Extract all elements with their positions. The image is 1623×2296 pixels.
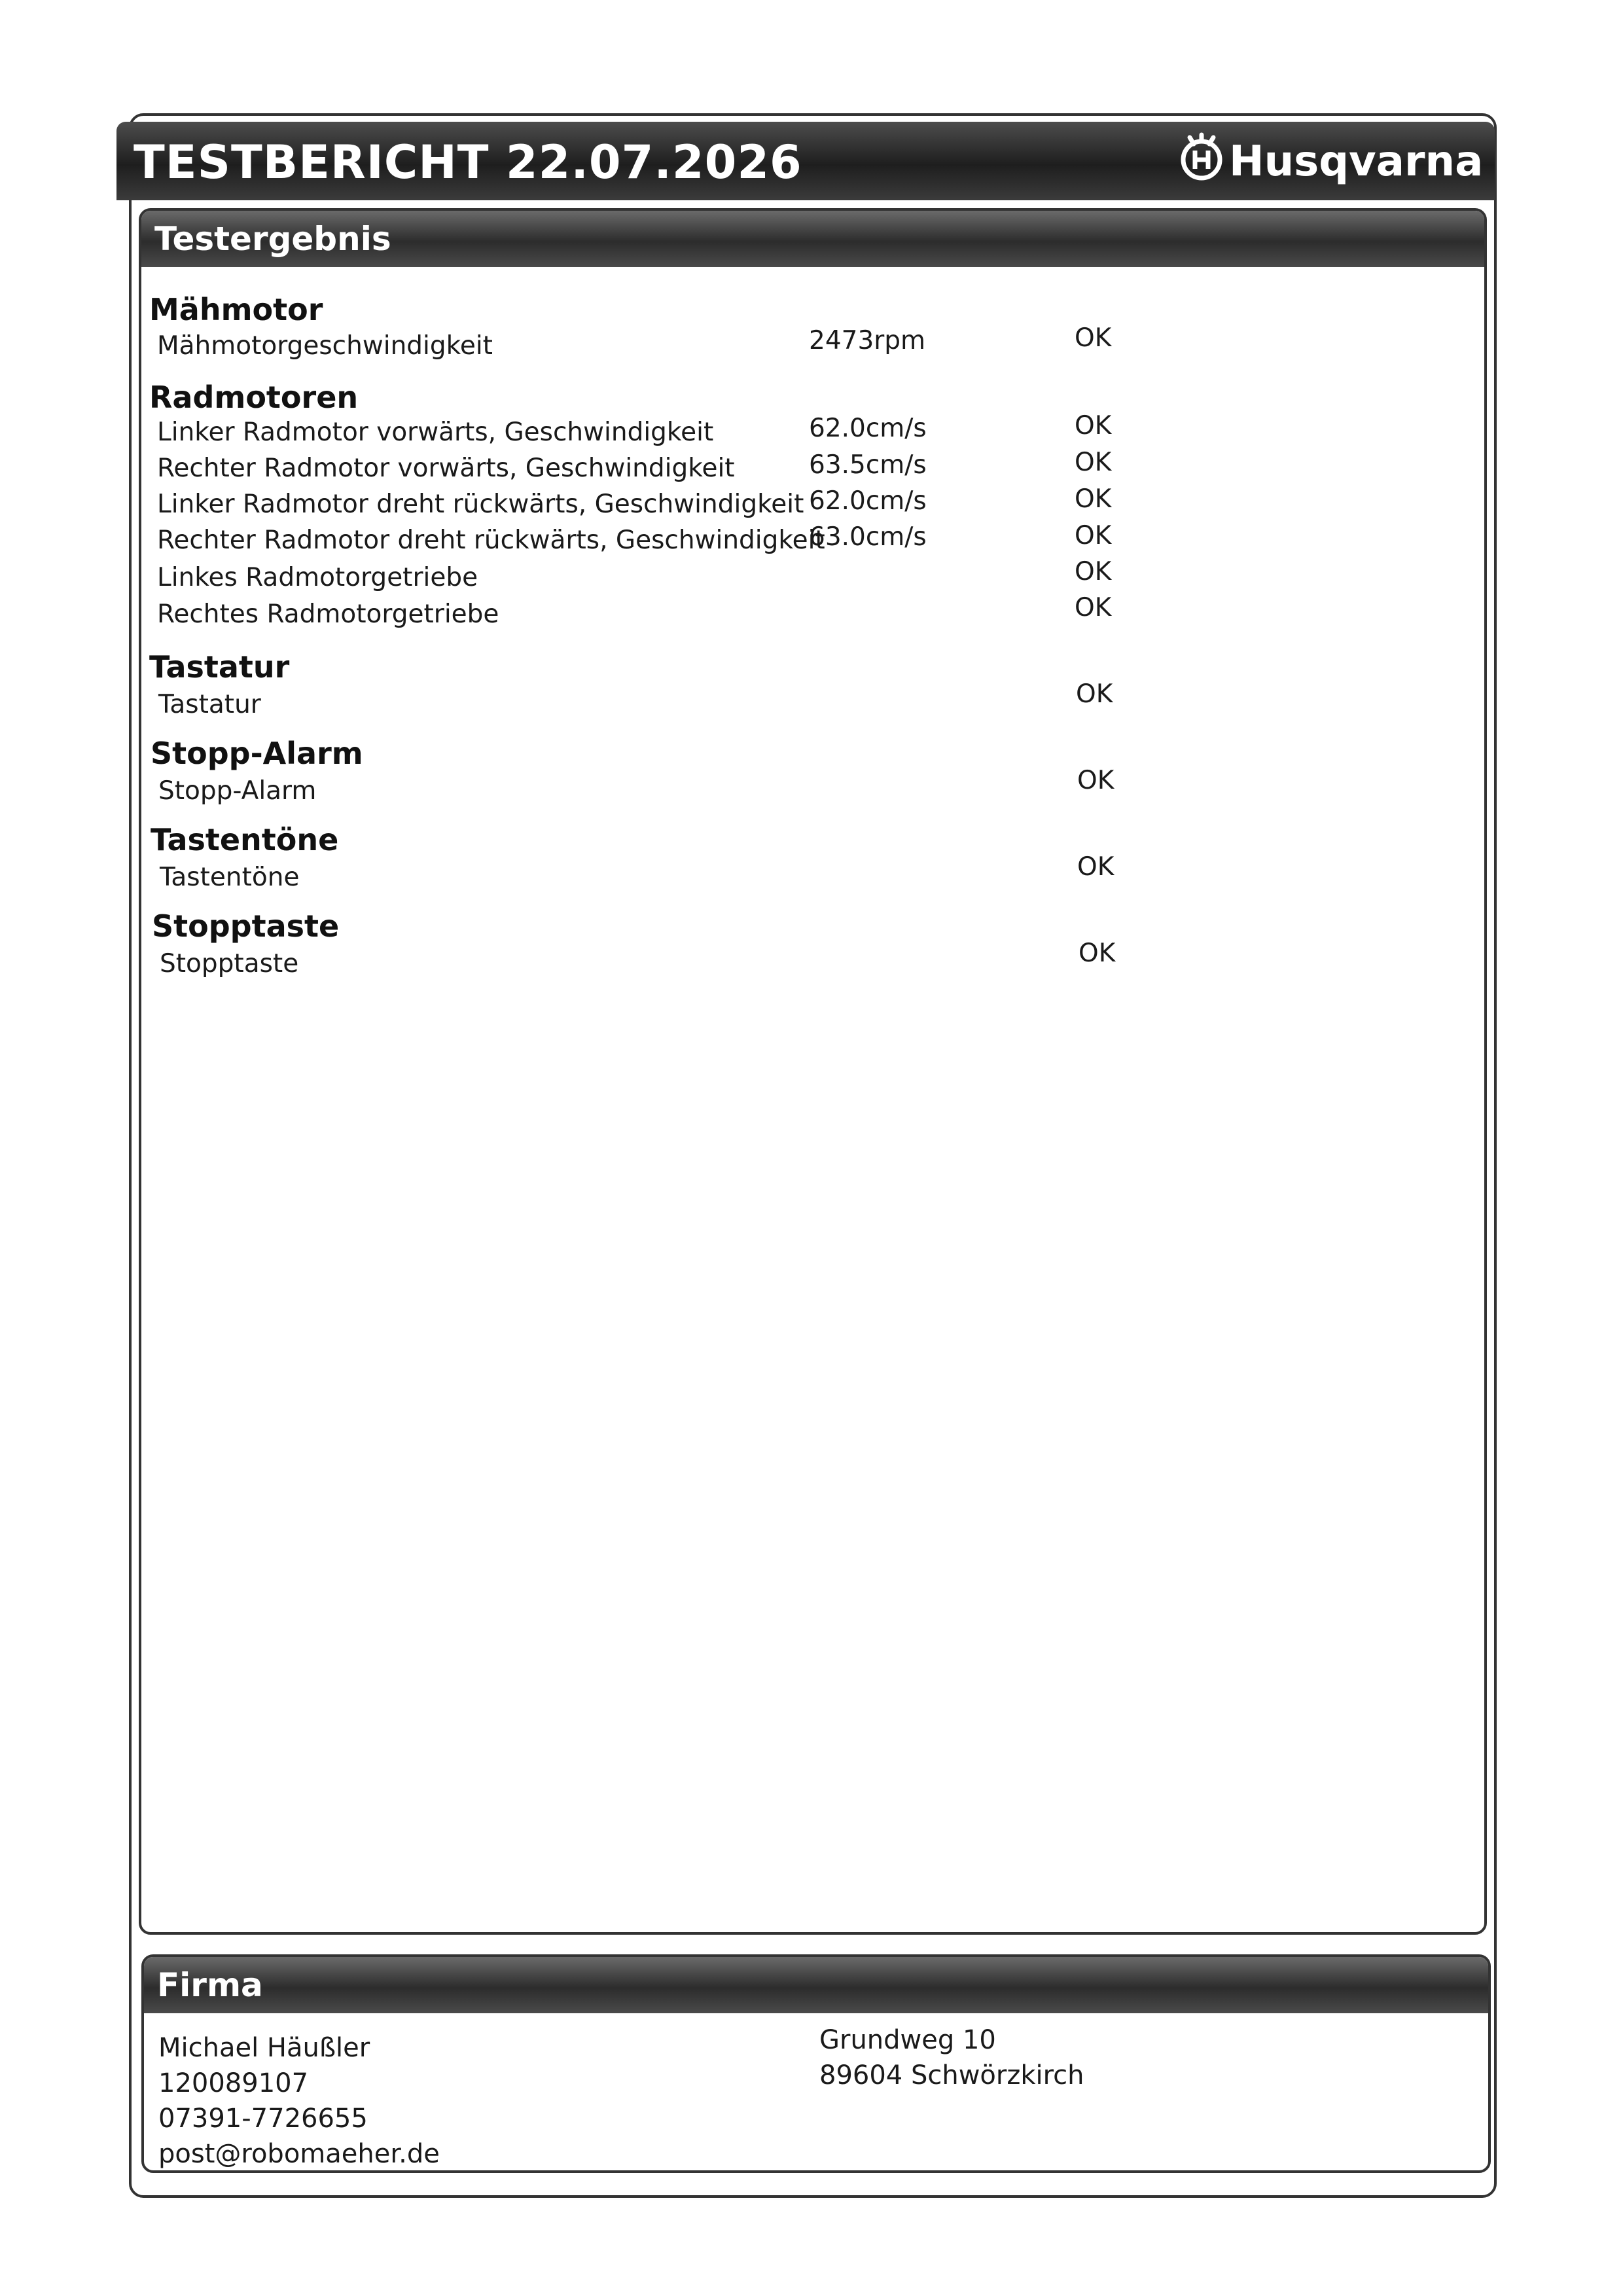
result-label: Mähmotorgeschwindigkeit bbox=[157, 331, 493, 361]
result-label: Rechtes Radmotorgetriebe bbox=[157, 600, 499, 629]
result-status: OK bbox=[1075, 448, 1112, 477]
result-value: 62.0cm/s bbox=[809, 486, 927, 516]
company-phone: 07391-7726655 bbox=[158, 2104, 368, 2134]
section-heading-keyboard: Tastatur bbox=[149, 649, 290, 685]
result-status: OK bbox=[1077, 852, 1115, 882]
company-customer-number: 120089107 bbox=[158, 2068, 309, 2098]
result-value: 2473rpm bbox=[809, 326, 926, 355]
result-label: Linkes Radmotorgetriebe bbox=[157, 563, 478, 592]
result-status: OK bbox=[1075, 557, 1112, 586]
result-label: Stopptaste bbox=[160, 949, 299, 978]
company-city: 89604 Schwörzkirch bbox=[819, 2060, 1084, 2090]
husqvarna-crown-icon bbox=[1183, 135, 1220, 178]
report-title: TESTBERICHT 22.07.2026 bbox=[134, 135, 802, 189]
result-value: 63.0cm/s bbox=[809, 522, 927, 552]
result-label: Stopp-Alarm bbox=[158, 776, 317, 806]
result-label: Tastentöne bbox=[160, 863, 300, 892]
section-heading-stop-alarm: Stopp-Alarm bbox=[151, 736, 363, 771]
section-heading-key-tones: Tastentöne bbox=[151, 822, 339, 857]
test-result-heading: Testergebnis bbox=[154, 220, 391, 258]
section-heading-wheel-motors: Radmotoren bbox=[149, 380, 359, 415]
result-status: OK bbox=[1079, 939, 1116, 968]
section-heading-stop-button: Stopptaste bbox=[152, 908, 340, 944]
result-label: Rechter Radmotor dreht rückwärts, Geschwindigkeit bbox=[157, 526, 825, 555]
result-status: OK bbox=[1075, 411, 1112, 440]
company-street: Grundweg 10 bbox=[819, 2025, 996, 2055]
brand-name: Husqvarna bbox=[1229, 137, 1484, 186]
result-label: Rechter Radmotor vorwärts, Geschwindigkeit bbox=[157, 454, 735, 483]
company-contact-name: Michael Häußler bbox=[158, 2033, 370, 2063]
result-label: Linker Radmotor vorwärts, Geschwindigkeit bbox=[157, 418, 714, 447]
company-panel-header bbox=[144, 1957, 1488, 2013]
husqvarna-logo bbox=[1175, 128, 1486, 187]
result-status: OK bbox=[1075, 484, 1112, 514]
company-email: post@robomaeher.de bbox=[158, 2139, 440, 2169]
result-value: 63.5cm/s bbox=[809, 450, 927, 480]
result-status: OK bbox=[1077, 766, 1115, 795]
result-label: Tastatur bbox=[158, 690, 261, 719]
result-status: OK bbox=[1075, 323, 1112, 353]
result-label: Linker Radmotor dreht rückwärts, Geschwindigkeit bbox=[157, 490, 804, 519]
result-status: OK bbox=[1076, 679, 1113, 709]
section-heading-mowing-motor: Mähmotor bbox=[149, 292, 323, 327]
test-result-panel-header bbox=[141, 211, 1484, 267]
result-value: 62.0cm/s bbox=[809, 414, 927, 443]
company-heading: Firma bbox=[157, 1966, 263, 2004]
result-status: OK bbox=[1075, 593, 1112, 622]
result-status: OK bbox=[1075, 521, 1112, 550]
